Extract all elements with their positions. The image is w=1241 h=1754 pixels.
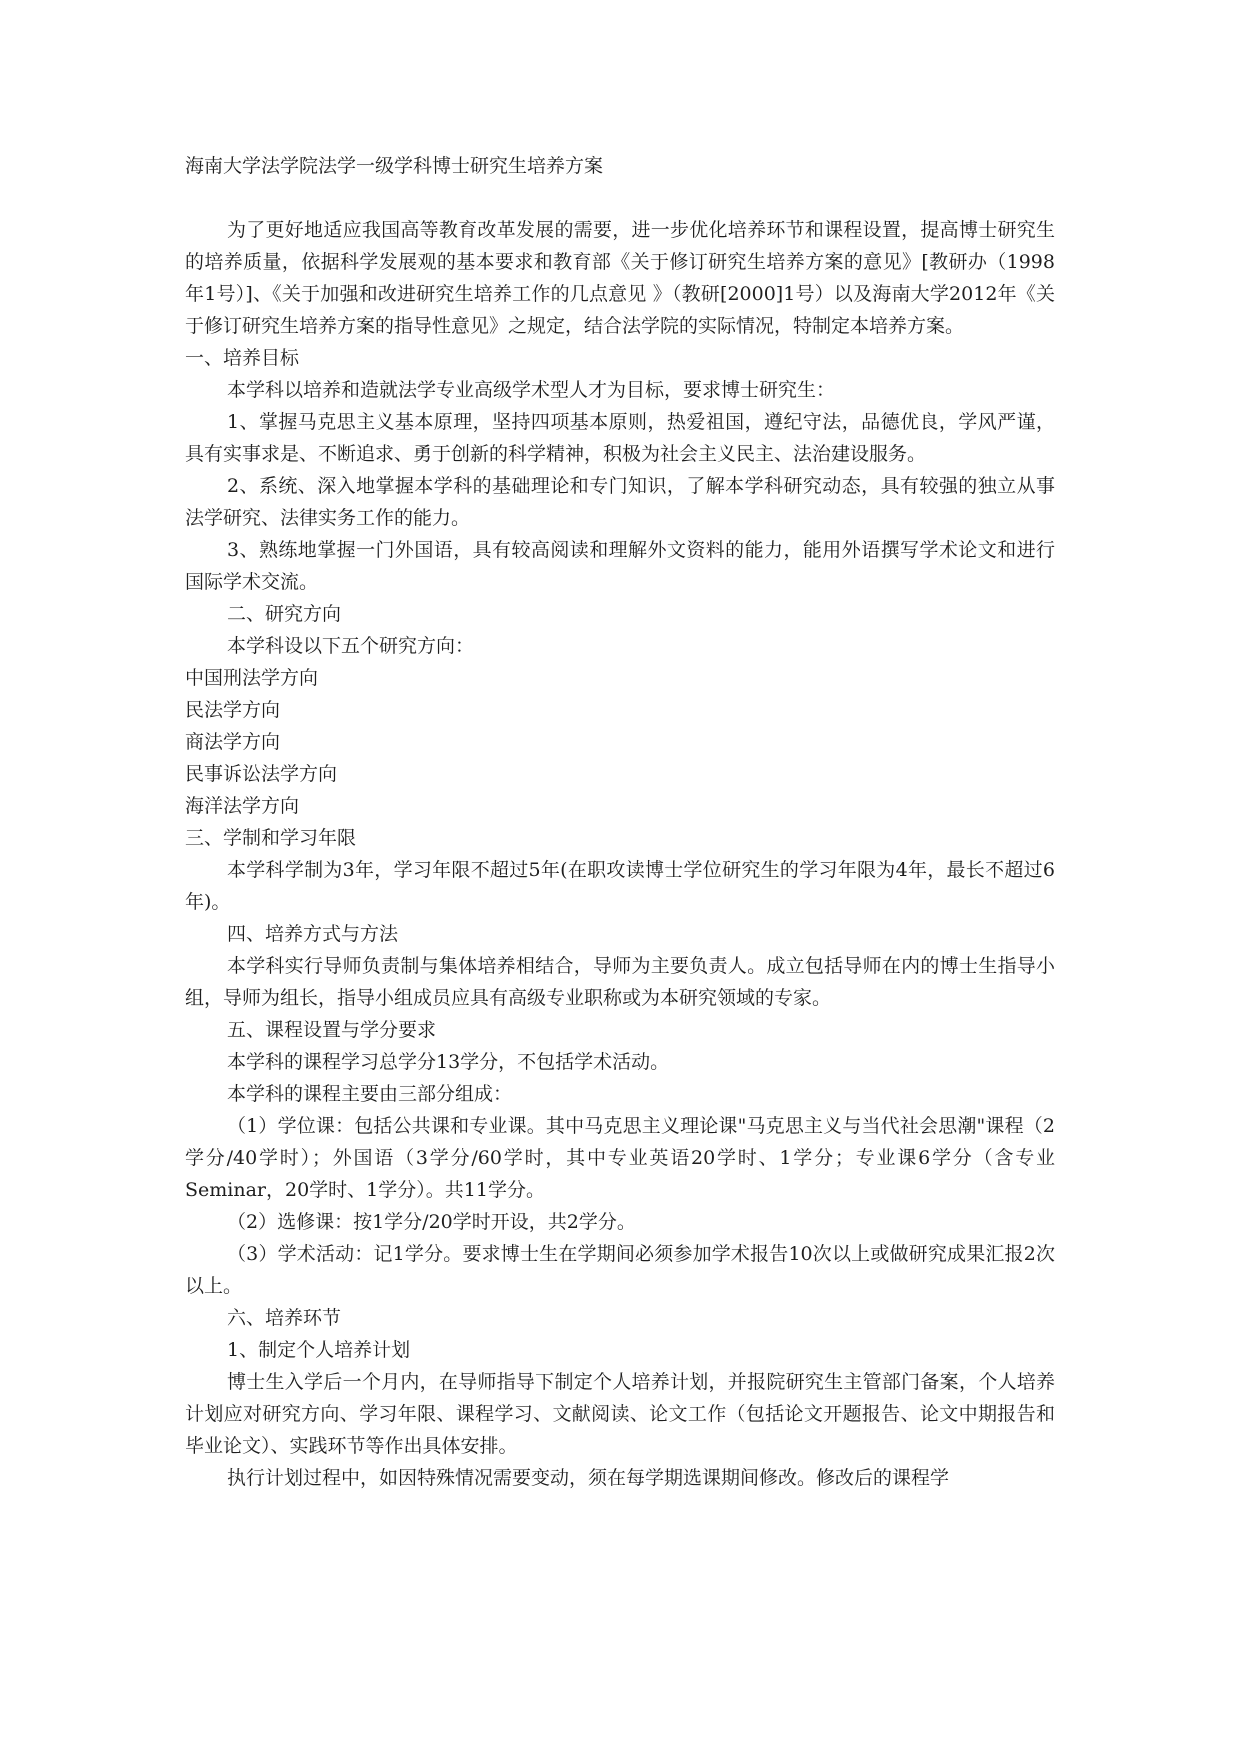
research-direction-item: 民事诉讼法学方向 xyxy=(185,763,338,785)
section-6-paragraph-1: 博士生入学后一个月内，在导师指导下制定个人培养计划，并报院研究生主管部门备案，个人培养计划应对研究方向、学习年限、课程学习、文献阅读、论文工作（包括论文开题报告、论文中期报告和毕业论文）、实践环节等作出具体安排。 xyxy=(185,1371,1055,1457)
course-item-3: （3）学术活动：记1学分。要求博士生在学期间必须参加学术报告10次以上或做研究成果汇报2次以上。 xyxy=(185,1243,1055,1297)
section-6-heading: 六、培养环节 xyxy=(227,1307,342,1329)
intro-paragraph: 为了更好地适应我国高等教育改革发展的需要，进一步优化培养环节和课程设置，提高博士研究生的培养质量，依据科学发展观的基本要求和教育部《关于修订研究生培养方案的意见》[教研办（1998年1号）]、《关于加强和改进研究生培养工作的几点意见 》（教研[2000]1号）以及海南大学2012年《关于修订研究生培养方案的指导性意见》之规定，结合法学院的实际情况，特制定本培养方案。 xyxy=(185,219,1055,337)
section-4-heading: 四、培养方式与方法 xyxy=(227,923,399,945)
section-3-heading: 三、学制和学习年限 xyxy=(185,827,357,849)
section-4-text: 本学科实行导师负责制与集体培养相结合，导师为主要负责人。成立包括导师在内的博士生指导小组，导师为组长，指导小组成员应具有高级专业职称或为本研究领域的专家。 xyxy=(185,955,1055,1009)
section-1-heading: 一、培养目标 xyxy=(185,347,300,369)
course-item-1: （1）学位课：包括公共课和专业课。其中马克思主义理论课"马克思主义与当代社会思潮"课程（2学分/40学时）；外国语（3学分/60学时，其中专业英语20学时、1学分；专业课6学分（含专业Seminar，20学时、1学分）。共11学分。 xyxy=(185,1115,1055,1201)
section-3-text: 本学科学制为3年，学习年限不超过5年(在职攻读博士学位研究生的学习年限为4年，最长不超过6年)。 xyxy=(185,859,1055,913)
section-5-heading: 五、课程设置与学分要求 xyxy=(227,1019,437,1041)
section-6-subheading-1: 1、制定个人培养计划 xyxy=(227,1339,411,1361)
section-1-lead: 本学科以培养和造就法学专业高级学术型人才为目标，要求博士研究生： xyxy=(227,379,836,401)
document-page xyxy=(185,150,1055,1494)
research-directions-list xyxy=(185,662,1055,822)
objective-item-2: 2、系统、深入地掌握本学科的基础理论和专门知识，了解本学科研究动态，具有较强的独立从事法学研究、法律实务工作的能力。 xyxy=(185,475,1055,529)
research-direction-item: 商法学方向 xyxy=(185,731,281,753)
research-direction-item: 海洋法学方向 xyxy=(185,795,300,817)
section-5-credits: 本学科的课程学习总学分13学分，不包括学术活动。 xyxy=(227,1051,670,1073)
objective-item-1: 1、掌握马克思主义基本原理，坚持四项基本原则，热爱祖国，遵纪守法，品德优良，学风严谨，具有实事求是、不断追求、勇于创新的科学精神，积极为社会主义民主、法治建设服务。 xyxy=(185,411,1055,465)
section-5-composition: 本学科的课程主要由三部分组成： xyxy=(227,1083,513,1105)
section-2-lead: 本学科设以下五个研究方向： xyxy=(227,635,475,657)
research-direction-item: 民法学方向 xyxy=(185,699,281,721)
objective-item-3: 3、熟练地掌握一门外国语，具有较高阅读和理解外文资料的能力，能用外语撰写学术论文和进行国际学术交流。 xyxy=(185,539,1055,593)
document-title: 海南大学法学院法学一级学科博士研究生培养方案 xyxy=(185,155,604,177)
section-6-paragraph-2: 执行计划过程中，如因特殊情况需要变动，须在每学期选课期间修改。修改后的课程学 xyxy=(227,1467,950,1489)
course-item-2: （2）选修课：按1学分/20学时开设，共2学分。 xyxy=(227,1211,636,1233)
research-direction-item: 中国刑法学方向 xyxy=(185,667,319,689)
section-2-heading: 二、研究方向 xyxy=(227,603,342,625)
